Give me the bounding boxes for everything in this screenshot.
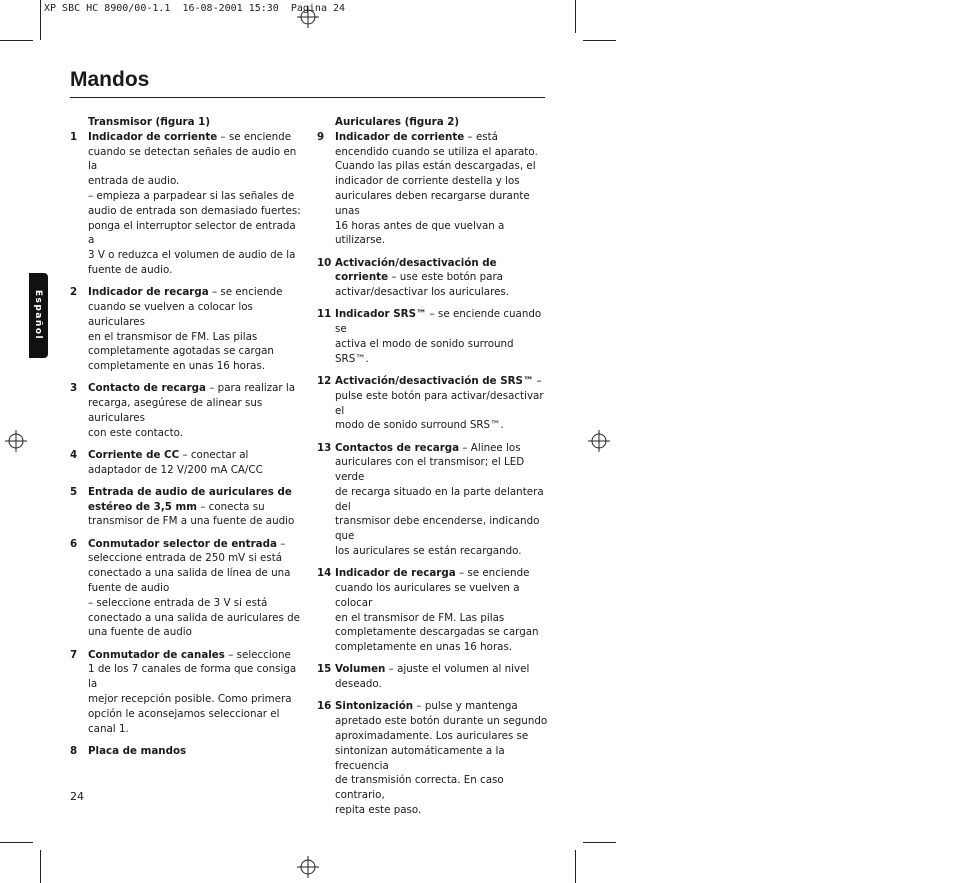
item-text-line (335, 485, 549, 515)
item-text-line (88, 596, 302, 611)
item-text-line (88, 551, 302, 566)
item-description: – se enciende (455, 567, 530, 580)
item-description: en el transmisor de FM. Las pilas (88, 330, 258, 343)
item-description: apretado este botón durante un segundo (335, 715, 548, 728)
item-description: auriculares deben recargarse durante unas (335, 189, 530, 217)
item-description: una fuente de audio (88, 626, 192, 639)
item-text-line (335, 270, 549, 285)
section-heading: Auriculares (figura 2) (335, 116, 460, 128)
item-text-line (88, 648, 302, 663)
list-item (317, 699, 549, 817)
item-number: 9 (317, 130, 325, 143)
item-text-line (88, 485, 302, 500)
item-number: 13 (317, 441, 332, 454)
item-description: – (276, 537, 286, 550)
crop-mark (0, 40, 33, 41)
list-item (70, 485, 302, 529)
item-text-line (88, 189, 302, 204)
item-description: ponga el interruptor selector de entrada a (88, 219, 296, 247)
item-term: Corriente de CC (88, 448, 180, 461)
item-term: Conmutador de canales (88, 648, 225, 661)
item-text-line (88, 448, 302, 463)
item-description: deseado. (335, 678, 382, 691)
item-text-line (335, 514, 549, 544)
item-description: los auriculares se están recargando. (335, 545, 522, 558)
list-item (70, 648, 302, 737)
item-description: – para realizar la (205, 382, 296, 395)
list-item (317, 441, 549, 559)
language-tab-label: Español (33, 289, 43, 341)
list-item (317, 374, 549, 433)
item-text-line (88, 566, 302, 581)
item-term: Indicador de recarga (88, 286, 209, 299)
item-number: 1 (70, 130, 78, 143)
item-text-line (88, 396, 302, 426)
item-description: – pulse y mantenga (413, 700, 518, 713)
item-description: aproximadamente. Los auriculares se (335, 730, 529, 743)
item-term: Activación/desactivación de (335, 256, 497, 269)
item-text-line (335, 699, 549, 714)
item-description: conectado a una salida de auriculares de (88, 611, 300, 624)
crop-mark (583, 842, 616, 843)
item-text-line (88, 426, 302, 441)
item-description: con este contacto. (88, 426, 184, 439)
item-term: Contactos de recarga (335, 441, 460, 454)
item-text-line (88, 581, 302, 596)
item-number: 5 (70, 485, 78, 498)
item-description: – se enciende (217, 130, 292, 143)
item-text-line (335, 337, 549, 367)
item-text-line (88, 463, 302, 478)
item-text-line (335, 441, 549, 456)
item-text-line (88, 707, 302, 737)
item-text-line (88, 300, 302, 330)
item-text-line (88, 537, 302, 552)
item-text-line (88, 381, 302, 396)
list-item (70, 744, 302, 759)
item-text-line (335, 455, 549, 485)
item-term: Indicador de corriente (88, 130, 218, 143)
item-description: – Alinee los (459, 441, 521, 454)
item-term: Indicador de recarga (335, 567, 456, 580)
item-text-line (88, 174, 302, 189)
registration-mark-icon (297, 856, 319, 878)
item-description: modo de sonido surround SRS™. (335, 419, 504, 432)
item-term: Activación/desactivación de SRS™ (335, 374, 534, 387)
item-number: 2 (70, 286, 78, 299)
item-term: Volumen (335, 663, 386, 676)
item-text-line (335, 256, 549, 271)
item-text-line (335, 389, 549, 419)
item-text-line (335, 159, 549, 174)
item-description: – seleccione entrada de 3 V si está (88, 596, 268, 609)
item-description: – seleccione (224, 648, 291, 661)
item-term: Contacto de recarga (88, 382, 206, 395)
item-text-line (335, 544, 549, 559)
item-description: de recarga situado en la parte delantera del (335, 485, 544, 513)
list-item (70, 130, 302, 278)
item-text-line (335, 677, 549, 692)
item-description: audio de entrada son demasiado fuertes: (88, 204, 301, 217)
item-description: seleccione entrada de 250 mV si está (88, 552, 283, 565)
item-description: cuando los auriculares se vuelven a colocar (335, 582, 520, 609)
page-number: 24 (70, 790, 84, 803)
item-term: corriente (335, 271, 389, 284)
item-number: 8 (70, 744, 78, 757)
crop-mark (575, 0, 576, 33)
item-description: de transmisión correcta. En caso contrario, (335, 774, 504, 802)
item-description: activar/desactivar los auriculares. (335, 286, 510, 299)
item-text-line (335, 773, 549, 803)
item-term: Placa de mandos (88, 744, 187, 757)
item-description: entrada de audio. (88, 175, 180, 188)
item-term: estéreo de 3,5 mm (88, 500, 197, 513)
crop-mark (40, 0, 41, 40)
item-description: cuando se detectan señales de audio en la (88, 145, 297, 173)
item-description: mejor recepción posible. Como primera (88, 693, 292, 706)
list-item (70, 448, 302, 478)
item-text-line (335, 174, 549, 189)
item-description: fuente de audio (88, 582, 170, 595)
item-description: fuente de audio. (88, 263, 173, 276)
item-list (317, 130, 549, 818)
item-text-line (88, 285, 302, 300)
item-number: 15 (317, 663, 332, 676)
list-item (70, 285, 302, 374)
item-text-line (335, 374, 549, 389)
item-number: 11 (317, 308, 332, 321)
item-text-line (335, 803, 549, 818)
crop-mark (40, 850, 41, 883)
item-text-line (335, 744, 549, 774)
item-text-line (335, 130, 549, 145)
list-item (70, 537, 302, 641)
item-description: completamente descargadas se cargan (335, 626, 539, 639)
crop-mark (0, 842, 33, 843)
item-number: 4 (70, 448, 78, 461)
item-description: – empieza a parpadear si las señales de (88, 189, 295, 202)
page-title: Mandos (70, 68, 150, 91)
item-text-line (88, 263, 302, 278)
item-text-line (88, 204, 302, 219)
item-description: completamente en unas 16 horas. (88, 360, 266, 373)
item-description: – se enciende cuando se (335, 308, 542, 336)
item-description: adaptador de 12 V/200 mA CA/CC (88, 463, 263, 476)
item-description: en el transmisor de FM. Las pilas (335, 611, 505, 624)
item-description: cuando se vuelven a colocar los auriculares (88, 300, 253, 328)
item-term: Indicador SRS™ (335, 308, 427, 321)
item-description: – conectar al (179, 448, 249, 461)
item-description: 1 de los 7 canales de forma que consiga la (88, 663, 297, 691)
item-description: conectado a una salida de línea de una (88, 567, 291, 580)
item-text-line (88, 130, 302, 145)
item-number: 3 (70, 382, 78, 395)
registration-mark-icon (5, 430, 27, 452)
item-text-line (88, 344, 302, 359)
item-number: 7 (70, 648, 78, 661)
item-number: 16 (317, 700, 332, 713)
item-text-line (88, 219, 302, 249)
item-text-line (335, 611, 549, 626)
item-text-line (335, 714, 549, 729)
item-text-line (335, 566, 549, 581)
item-description: recarga, asegúrese de alinear sus auriculares (88, 397, 263, 424)
list-item (317, 566, 549, 655)
item-description: – (533, 374, 542, 387)
item-description: repita este paso. (335, 804, 422, 816)
item-number: 14 (317, 567, 332, 580)
item-term: Sintonización (335, 700, 414, 713)
item-term: Entrada de audio de auriculares de (88, 485, 292, 498)
title-divider (70, 97, 545, 98)
item-text-line (88, 359, 302, 374)
item-description: opción le aconsejamos seleccionar el canal 1. (88, 707, 280, 735)
right-column (317, 115, 549, 825)
section-heading: Transmisor (figura 1) (88, 116, 211, 128)
item-description: sintonizan automáticamente a la frecuencia (335, 744, 505, 772)
item-term: Indicador de corriente (335, 130, 465, 143)
item-text-line (335, 307, 549, 337)
item-number: 6 (70, 537, 78, 550)
list-item (317, 307, 549, 366)
item-text-line (88, 662, 302, 692)
item-description: 16 horas antes de que vuelvan a utilizarse. (335, 219, 505, 247)
item-description: Cuando las pilas están descargadas, el (335, 160, 536, 173)
item-description: indicador de corriente destella y los (335, 175, 520, 188)
item-text-line (335, 145, 549, 160)
item-description: – conecta su (196, 500, 265, 513)
item-text-line (88, 330, 302, 345)
item-text-line (88, 248, 302, 263)
item-description: – use este botón para (388, 271, 503, 284)
item-description: activa el modo de sonido surround SRS™. (335, 337, 514, 365)
item-text-line (88, 692, 302, 707)
item-number: 12 (317, 374, 332, 387)
item-description: – ajuste el volumen al nivel (385, 663, 530, 676)
item-text-line (335, 285, 549, 300)
left-column (70, 115, 302, 766)
item-description: auriculares con el transmisor; el LED verde (335, 456, 525, 484)
item-term: Conmutador selector de entrada (88, 537, 277, 550)
item-text-line (335, 189, 549, 219)
item-text-line (335, 219, 549, 249)
list-item (317, 256, 549, 300)
item-description: completamente en unas 16 horas. (335, 641, 513, 654)
list-item (317, 130, 549, 248)
item-description: transmisor de FM a una fuente de audio (88, 515, 295, 528)
registration-mark-icon (588, 430, 610, 452)
list-item (70, 381, 302, 440)
crop-mark (583, 40, 616, 41)
item-text-line (88, 611, 302, 626)
item-description: – está (464, 130, 498, 143)
item-text-line (335, 625, 549, 640)
item-description: completamente agotadas se cargan (88, 345, 274, 358)
item-text-line (335, 640, 549, 655)
print-slug: XP SBC HC 8900/00-1.1 16-08-2001 15:30 Pagina 24 (44, 3, 346, 14)
item-text-line (335, 418, 549, 433)
list-item (317, 662, 549, 692)
item-text-line (88, 625, 302, 640)
item-text-line (335, 662, 549, 677)
item-description: pulse este botón para activar/desactivar el (335, 389, 544, 417)
item-text-line (335, 581, 549, 611)
item-list (70, 130, 302, 759)
item-number: 10 (317, 256, 332, 269)
item-text-line (88, 514, 302, 529)
item-text-line (88, 744, 302, 759)
item-text-line (335, 729, 549, 744)
item-text-line (88, 500, 302, 515)
registration-mark-icon (297, 6, 319, 28)
item-text-line (88, 145, 302, 175)
item-description: transmisor debe encenderse, indicando que (335, 515, 540, 543)
item-description: – se enciende (208, 286, 283, 299)
crop-mark (575, 850, 576, 883)
item-description: encendido cuando se utiliza el aparato. (335, 145, 538, 158)
item-description: 3 V o reduzca el volumen de audio de la (88, 249, 296, 262)
